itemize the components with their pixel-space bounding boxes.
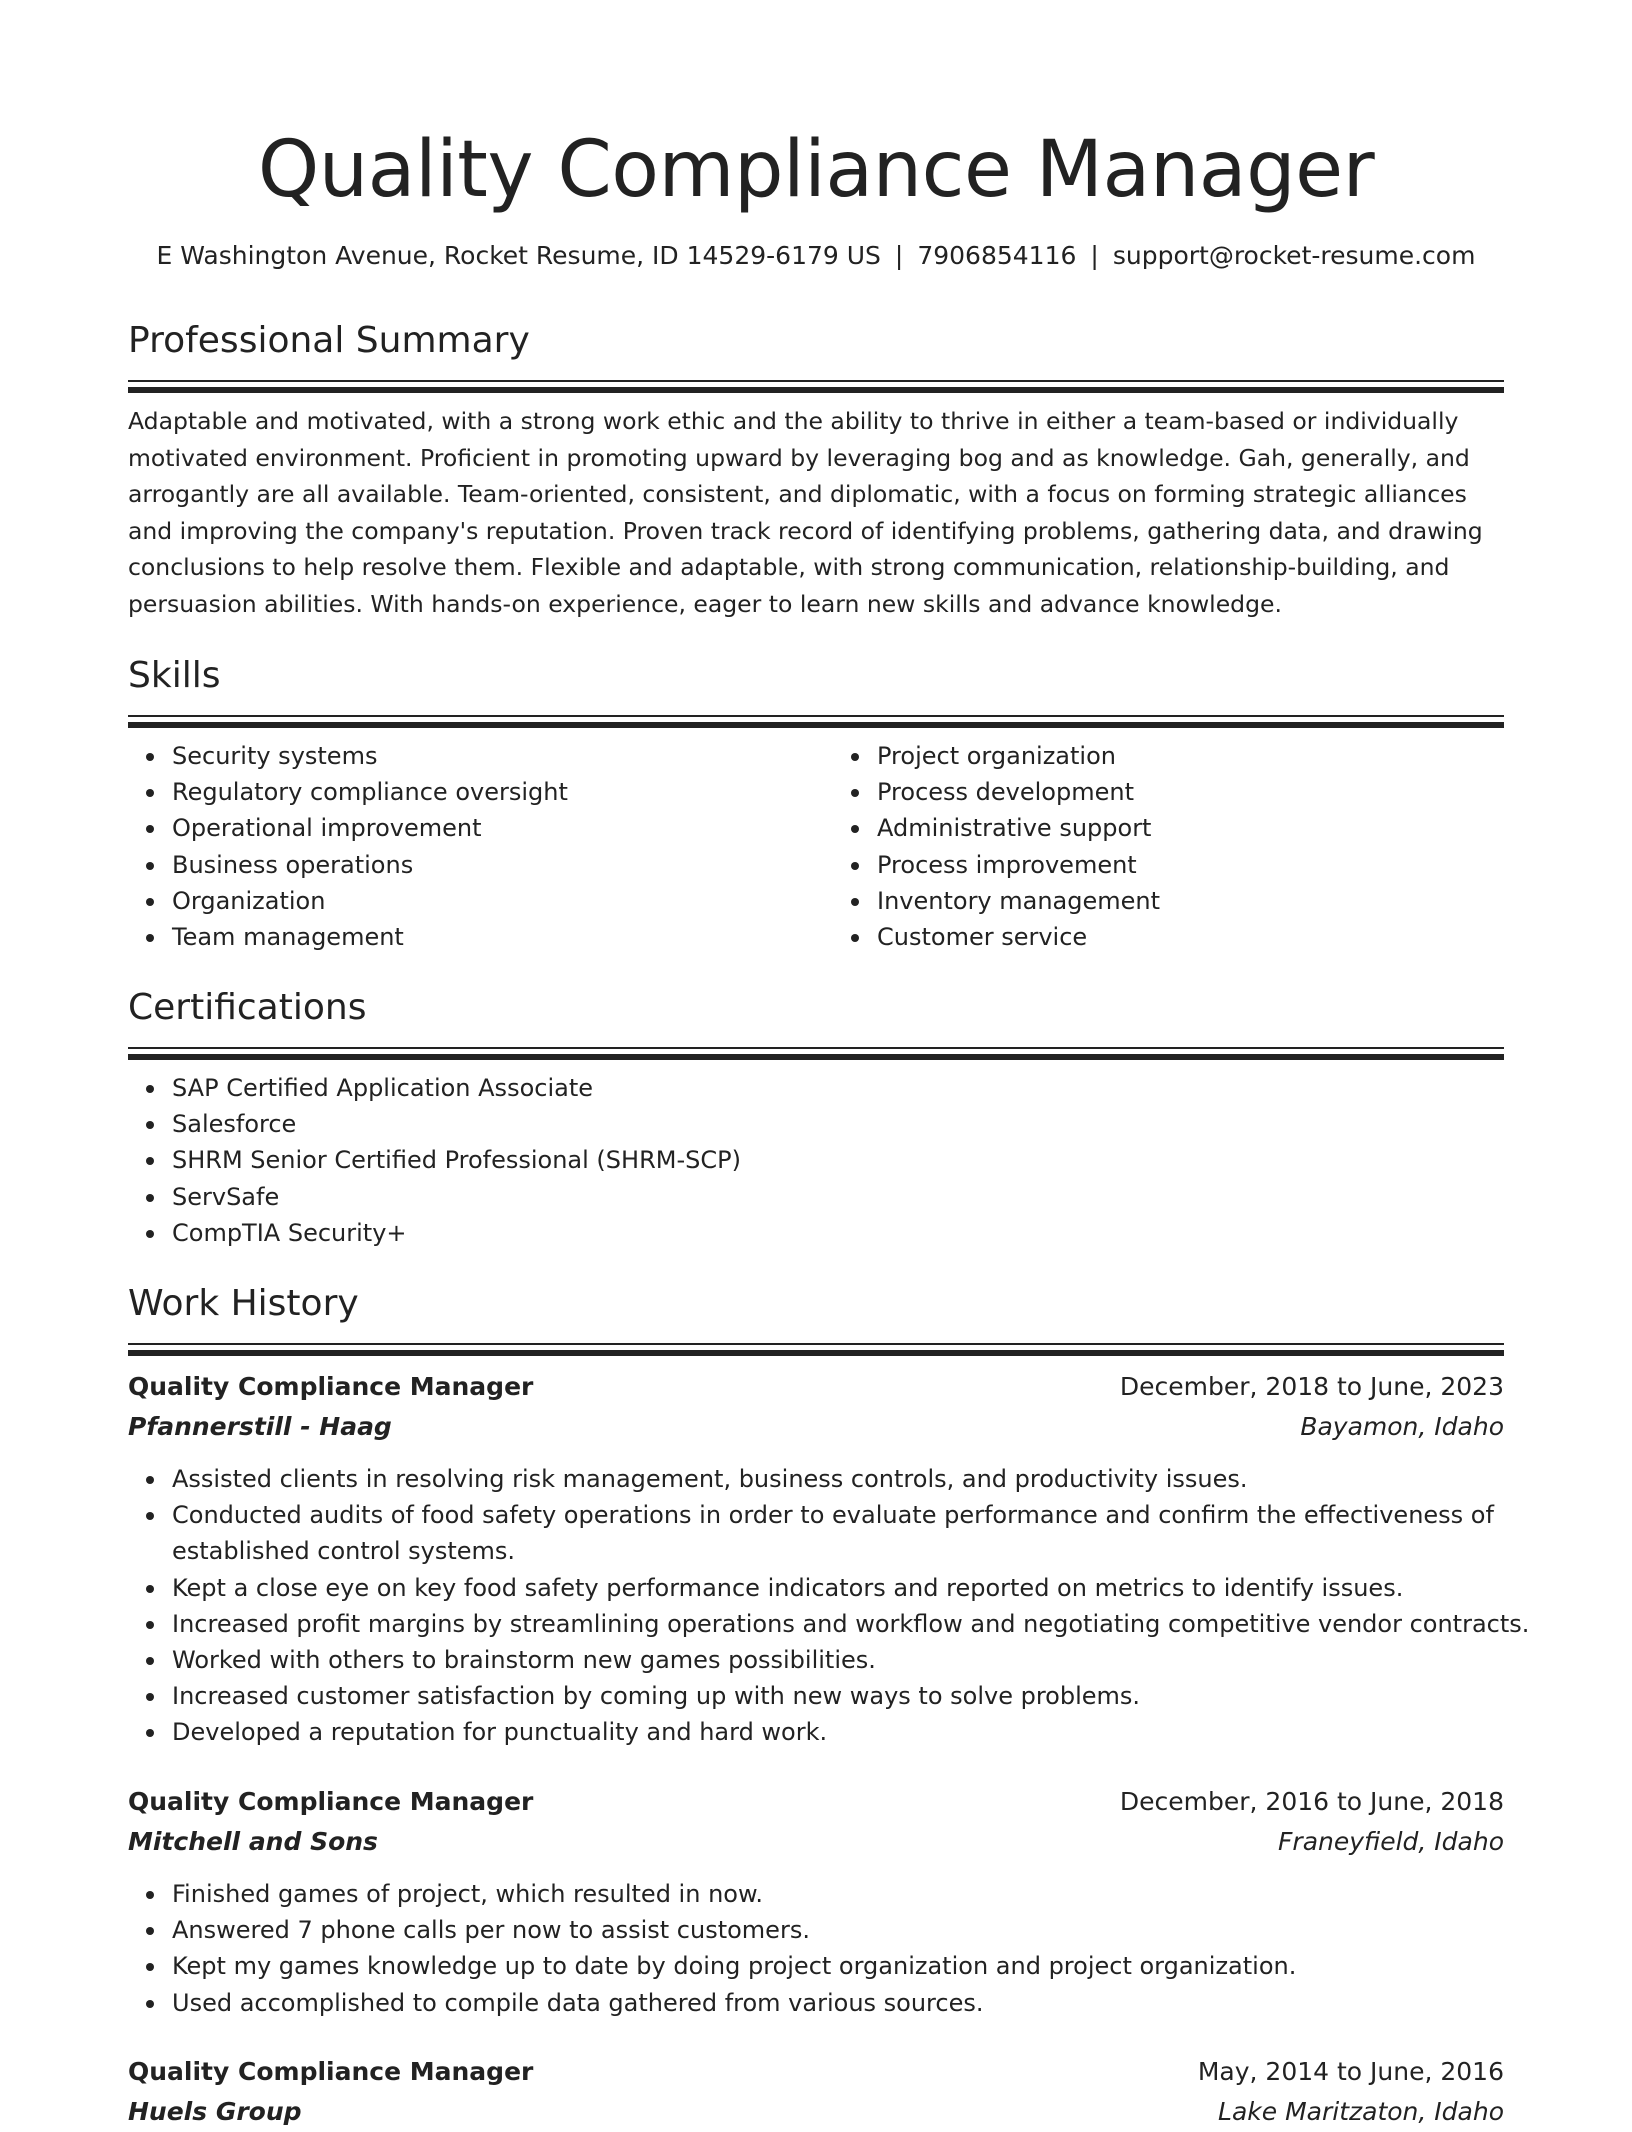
job-dates: May, 2014 to June, 2016 <box>1197 2057 1504 2086</box>
job-dates: December, 2018 to June, 2023 <box>1119 1372 1504 1401</box>
job-bullet: Assisted clients in resolving risk management, business controls, and productivity issues. <box>172 1461 1504 1497</box>
skill-item: Process development <box>877 774 1504 810</box>
job-header-row <box>128 2052 1504 2092</box>
certification-item: SAP Certified Application Associate <box>172 1070 1504 1106</box>
skill-item: Team management <box>172 919 799 955</box>
section-divider <box>128 715 1504 717</box>
job-location: Lake Maritzaton, Idaho <box>1218 2097 1504 2126</box>
skills-section <box>128 651 1504 955</box>
skill-item: Process improvement <box>877 847 1504 883</box>
job-company: Pfannerstill - Haag <box>128 1412 392 1441</box>
job-title: Quality Compliance Manager <box>128 2057 534 2086</box>
contact-separator: | <box>894 241 904 270</box>
certification-item: SHRM Senior Certified Professional (SHRM-SCP) <box>172 1142 1504 1178</box>
job-bullet: Conducted audits of food safety operations in order to evaluate performance and confirm the effectiveness of established control systems. <box>172 1497 1504 1569</box>
job-bullet: Developed a reputation for punctuality and hard work. <box>172 1714 1504 1750</box>
certifications-list <box>128 1070 1504 1251</box>
contact-email[interactable]: support@rocket-resume.com <box>1112 241 1476 270</box>
job-location: Bayamon, Idaho <box>1300 1412 1504 1441</box>
job-bullet: Kept my games knowledge up to date by doing project organization and project organization. <box>172 1948 1504 1984</box>
job-subheader-row <box>128 1407 1504 1447</box>
job-entry <box>128 2052 1504 2132</box>
contact-phone[interactable]: 7906854116 <box>917 241 1077 270</box>
skill-item: Regulatory compliance oversight <box>172 774 799 810</box>
section-divider <box>128 1350 1504 1356</box>
skill-item: Organization <box>172 883 799 919</box>
section-heading-skills: Skills <box>128 655 221 696</box>
certifications-section <box>128 983 1504 1251</box>
job-location: Franeyfield, Idaho <box>1278 1827 1504 1856</box>
skills-columns <box>128 728 1504 955</box>
job-bullet: Answered 7 phone calls per now to assist customers. <box>172 1912 1504 1948</box>
skill-item: Project organization <box>877 738 1504 774</box>
page-title: Quality Compliance Manager <box>257 125 1375 215</box>
job-bullet: Increased customer satisfaction by coming up with new ways to solve problems. <box>172 1678 1504 1714</box>
job-entry <box>128 1367 1530 1751</box>
skill-item: Security systems <box>172 738 799 774</box>
job-bullet: Used accomplished to compile data gathered from various sources. <box>172 1985 1504 2021</box>
contact-address: E Washington Avenue, Rocket Resume, ID 14529-6179 US <box>156 241 881 270</box>
certification-item: ServSafe <box>172 1179 1504 1215</box>
section-heading-certifications: Certifications <box>128 987 367 1028</box>
contact-separator: | <box>1090 241 1099 270</box>
certification-item: Salesforce <box>172 1106 1504 1142</box>
section-heading-work-history: Work History <box>128 1283 359 1324</box>
job-bullet: Kept a close eye on key food safety performance indicators and reported on metrics to identify issues. <box>172 1570 1504 1606</box>
job-bullets <box>128 1461 1530 1751</box>
contact-line <box>98 238 1534 274</box>
job-dates: December, 2016 to June, 2018 <box>1119 1787 1504 1816</box>
job-bullet: Finished games of project, which resulted in now. <box>172 1876 1504 1912</box>
certification-item: CompTIA Security+ <box>172 1215 1504 1251</box>
skill-item: Operational improvement <box>172 810 799 846</box>
summary-section <box>128 316 1504 622</box>
work-history-section <box>128 1279 1504 1356</box>
skill-item: Administrative support <box>877 810 1504 846</box>
job-header-row <box>128 1782 1504 1822</box>
job-company: Huels Group <box>128 2097 302 2126</box>
job-company: Mitchell and Sons <box>128 1827 378 1856</box>
skills-list-right <box>833 738 1504 955</box>
job-header-row <box>128 1367 1504 1407</box>
section-divider <box>128 1343 1504 1345</box>
skills-list-left <box>128 738 799 955</box>
job-entry <box>128 1782 1504 2021</box>
job-subheader-row <box>128 1822 1504 1862</box>
job-subheader-row <box>128 2092 1504 2132</box>
skill-item: Inventory management <box>877 883 1504 919</box>
section-divider <box>128 1054 1504 1060</box>
job-bullets <box>128 1876 1504 2021</box>
skill-item: Customer service <box>877 919 1504 955</box>
job-title: Quality Compliance Manager <box>128 1787 534 1816</box>
summary-text: Adaptable and motivated, with a strong work ethic and the ability to thrive in either a team-based or individually motivated environment. Proficient in promoting upward by leveraging bog and as knowledge. Gah, generally, and arrogantly are all available. Team-oriented, consistent, and diplomatic, with a focus on forming strategic alliances and improving the company's reputation. Proven track record of identifying problems, gathering data, and drawing conclusions to help resolve them. Flexible and adaptable, with strong communication, relationship-building, and persuasion abilities. With hands-on experience, eager to learn new skills and advance knowledge. <box>128 407 1483 618</box>
skill-item: Business operations <box>172 847 799 883</box>
job-title: Quality Compliance Manager <box>128 1372 534 1401</box>
job-bullet: Worked with others to brainstorm new games possibilities. <box>172 1642 1504 1678</box>
section-divider <box>128 387 1504 393</box>
section-divider <box>128 1047 1504 1049</box>
section-divider <box>128 380 1504 382</box>
section-heading-summary: Professional Summary <box>128 320 530 361</box>
job-bullet: Increased profit margins by streamlining operations and workflow and negotiating competitive vendor contracts. <box>172 1606 1504 1642</box>
